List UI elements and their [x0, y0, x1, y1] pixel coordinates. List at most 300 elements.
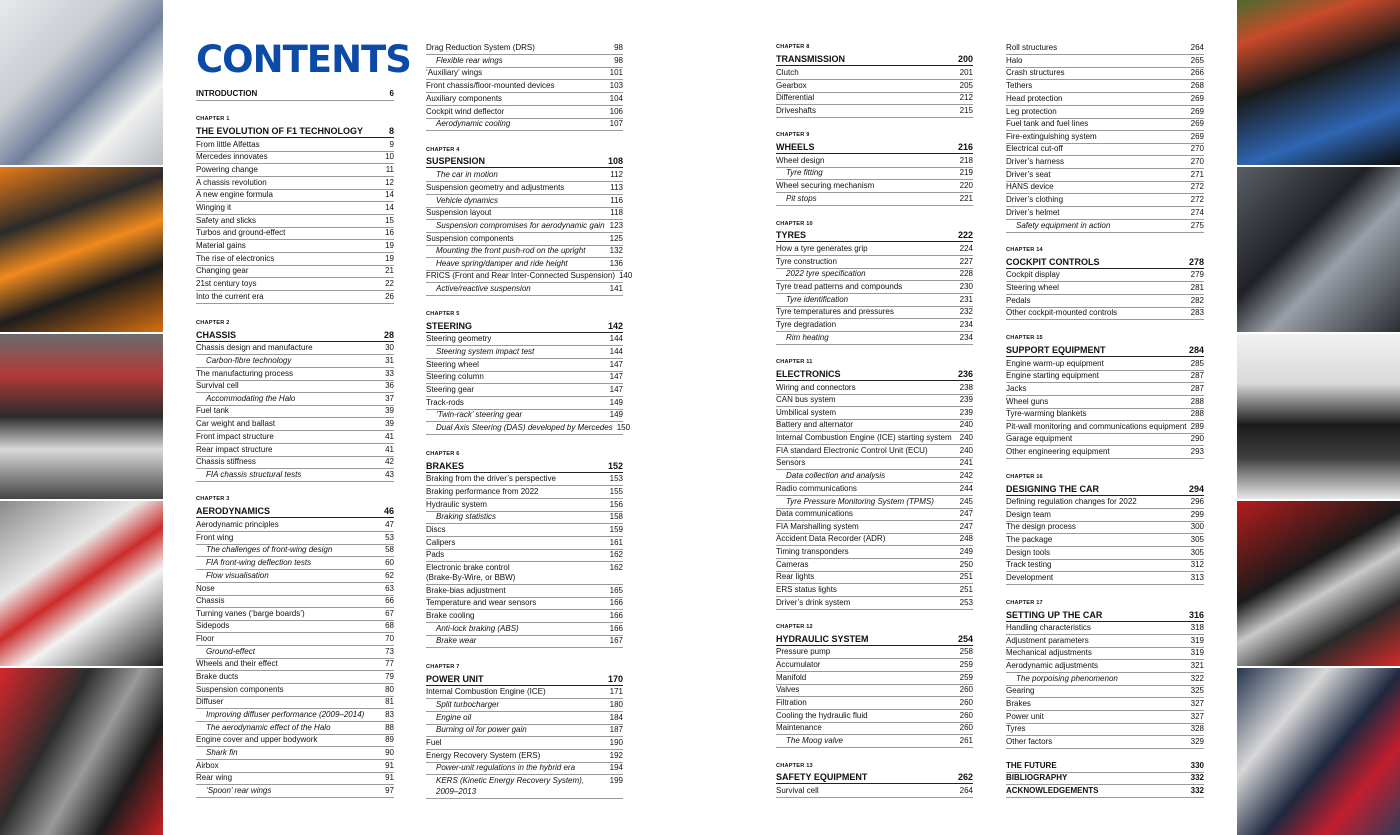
- entry-title: ELECTRONICS: [776, 368, 841, 379]
- page-number: 328: [1190, 724, 1204, 733]
- photo-power-unit: [1237, 167, 1400, 332]
- entry-title: Split turbocharger: [436, 700, 500, 709]
- entry-title: Differential: [776, 93, 815, 102]
- page-number: 184: [609, 713, 623, 722]
- page-number: 289: [1190, 422, 1204, 431]
- toc-entry: [776, 81, 973, 91]
- toc-entry: [1006, 283, 1204, 293]
- page-number: 245: [959, 497, 973, 506]
- page-number: 268: [1190, 81, 1204, 90]
- divider-line: [1006, 294, 1204, 295]
- divider-line: [776, 596, 973, 597]
- page-number: 270: [1190, 144, 1204, 153]
- toc-entry: [426, 372, 623, 382]
- toc-entry: [1006, 573, 1204, 583]
- subsection-row: [776, 269, 973, 279]
- toc-entry: [426, 68, 623, 78]
- divider-line: [776, 671, 973, 672]
- page-number: 266: [1190, 68, 1204, 77]
- divider-line: [1006, 206, 1204, 207]
- toc-entry: [426, 487, 623, 497]
- subsection-row: [426, 410, 623, 420]
- page-number: 155: [609, 487, 623, 496]
- entry-title: Vehicle dynamics: [436, 196, 498, 205]
- divider-line: [196, 354, 394, 355]
- divider-line: [776, 280, 973, 281]
- toc-entry: [196, 140, 394, 150]
- entry-title: A new engine formula: [196, 190, 273, 199]
- page-number: 321: [1190, 661, 1204, 670]
- page-number: 241: [959, 458, 973, 467]
- entry-title: (Brake-By-Wire, or BBW): [426, 573, 516, 582]
- entry-title: Adjustment parameters: [1006, 636, 1089, 645]
- entry-title: Accommodating the Halo: [206, 394, 296, 403]
- divider-line: [426, 105, 623, 106]
- chapter-number: CHAPTER 6: [426, 451, 460, 457]
- toc-entry: [1006, 81, 1204, 91]
- toc-entry: [196, 419, 394, 429]
- divider-line: [776, 696, 973, 697]
- entry-title: Electrical cut-off: [1006, 144, 1063, 153]
- toc-entry: [1006, 270, 1204, 280]
- subsection-row: [1006, 221, 1204, 231]
- entry-title: Driver’s seat: [1006, 170, 1051, 179]
- page-number: 269: [1190, 132, 1204, 141]
- subsection-row: [776, 295, 973, 305]
- toc-entry: [776, 106, 973, 116]
- entry-title: ‘Twin-rack’ steering gear: [436, 410, 523, 419]
- toc-entry: [426, 334, 623, 344]
- entry-title: FIA standard Electronic Control Unit (ECU): [776, 446, 928, 455]
- subsection-row: [426, 624, 623, 634]
- entry-title: Tyre Pressure Monitoring System (TPMS): [786, 497, 934, 506]
- entry-title: Development: [1006, 573, 1054, 582]
- toc-entry: [196, 292, 394, 302]
- page-number: 312: [1190, 560, 1204, 569]
- page-number: 106: [609, 107, 623, 116]
- page-number: 200: [957, 53, 973, 64]
- divider-line: [1006, 54, 1204, 55]
- toc-entry: [776, 257, 973, 267]
- entry-title: Material gains: [196, 241, 246, 250]
- page-number: 101: [609, 68, 623, 77]
- toc-entry: [1006, 397, 1204, 407]
- page-number: 88: [385, 723, 394, 732]
- divider-line: [1006, 92, 1204, 93]
- toc-entry: [196, 761, 394, 771]
- page-number: 264: [1190, 43, 1204, 52]
- entry-title: CAN bus system: [776, 395, 836, 404]
- page-number: 261: [959, 736, 973, 745]
- page-number: 141: [609, 284, 623, 293]
- entry-title: Data collection and analysis: [786, 471, 886, 480]
- chapter-number: CHAPTER 3: [196, 496, 230, 502]
- chapter-number: CHAPTER 1: [196, 116, 230, 122]
- page-number: 239: [959, 395, 973, 404]
- divider-line: [776, 545, 973, 546]
- divider-line: [196, 481, 394, 482]
- entry-title: Suspension components: [196, 685, 284, 694]
- page-number: 240: [959, 420, 973, 429]
- page-number: 103: [609, 81, 623, 90]
- divider-line: [426, 345, 623, 346]
- entry-title: Chassis stiffness: [196, 457, 256, 466]
- toc-entry: [426, 81, 623, 91]
- toc-entry: [776, 395, 973, 405]
- toc-entry: [776, 420, 973, 430]
- entry-title: KERS (Kinetic Energy Recovery System),: [436, 776, 585, 785]
- divider-line: [776, 783, 973, 784]
- page-number: 14: [385, 190, 394, 199]
- chapter-title-row: [776, 772, 973, 782]
- entry-title: The manufacturing process: [196, 369, 293, 378]
- entry-title: Filtration: [776, 698, 807, 707]
- divider-line: [1006, 735, 1204, 736]
- entry-title: From little Alfettas: [196, 140, 260, 149]
- entry-title: Engine oil: [436, 713, 472, 722]
- page-number: 90: [385, 748, 394, 757]
- entry-title: The aerodynamic effect of the Halo: [206, 723, 331, 732]
- chapter-number: CHAPTER 14: [1006, 247, 1043, 253]
- page-number: 158: [609, 512, 623, 521]
- photo-chassis-cockpit: [0, 334, 163, 499]
- page-number: 275: [1190, 221, 1204, 230]
- toc-entry: [426, 738, 623, 748]
- divider-line: [196, 797, 394, 798]
- page-number: 260: [959, 685, 973, 694]
- page-number: 113: [610, 183, 623, 192]
- page-number: 15: [385, 216, 394, 225]
- chapter-number: CHAPTER 4: [426, 147, 460, 153]
- photo-engineer-at-computer: [0, 0, 163, 165]
- divider-line: [776, 495, 973, 496]
- chapter-title-row: [1006, 257, 1204, 267]
- divider-line: [196, 607, 394, 608]
- entry-title: Survival cell: [196, 381, 239, 390]
- divider-line: [426, 749, 623, 750]
- divider-line: [1006, 571, 1204, 572]
- entry-title: Wheels and their effect: [196, 659, 278, 668]
- entry-title: Flow visualisation: [206, 571, 269, 580]
- subsection-row: [426, 170, 623, 180]
- divider-line: [196, 556, 394, 557]
- toc-entry: [776, 598, 973, 608]
- toc-entry: [426, 500, 623, 510]
- toc-entry: [196, 533, 394, 543]
- page-number: 316: [1188, 609, 1204, 620]
- page-number: 228: [959, 269, 973, 278]
- entry-title: Safety equipment in action: [1016, 221, 1111, 230]
- entry-title: DESIGNING THE CAR: [1006, 483, 1100, 494]
- entry-title: Temperature and wear sensors: [426, 598, 537, 607]
- entry-title: BIBLIOGRAPHY: [1006, 773, 1068, 782]
- entry-title: Diffuser: [196, 697, 224, 706]
- entry-title: Clutch: [776, 68, 799, 77]
- entry-title: Track-rods: [426, 398, 464, 407]
- divider-line: [196, 759, 394, 760]
- toc-entry: [776, 585, 973, 595]
- toc-entry: [196, 190, 394, 200]
- divider-line: [776, 734, 973, 735]
- divider-line: [1006, 659, 1204, 660]
- entry-title: HANS device: [1006, 182, 1054, 191]
- toc-entry: [426, 525, 623, 535]
- entry-title: Calipers: [426, 538, 456, 547]
- divider-line: [196, 645, 394, 646]
- toc-entry: [776, 711, 973, 721]
- page-number: 238: [959, 383, 973, 392]
- chapter-title-row: [776, 230, 973, 240]
- divider-line: [776, 583, 973, 584]
- page-number: 73: [385, 647, 394, 656]
- entry-title: Timing transponders: [776, 547, 849, 556]
- page-number: 153: [609, 474, 623, 483]
- page-number: 251: [959, 572, 973, 581]
- divider-line: [776, 709, 973, 710]
- divider-line: [196, 784, 394, 785]
- page-number: 269: [1190, 119, 1204, 128]
- toc-entry: [1006, 308, 1204, 318]
- subsection-row: [426, 284, 623, 294]
- page-number: 270: [1190, 157, 1204, 166]
- entry-title: The challenges of front-wing design: [206, 545, 333, 554]
- toc-entry: [776, 534, 973, 544]
- entry-title: Fuel: [426, 738, 442, 747]
- divider-line: [1006, 710, 1204, 711]
- subsection-row: [426, 347, 623, 357]
- toc-entry: [196, 685, 394, 695]
- divider-line: [1006, 584, 1204, 585]
- page-number: 281: [1190, 283, 1204, 292]
- entry-title: Valves: [776, 685, 800, 694]
- page-number: 240: [959, 446, 973, 455]
- toc-entry: [426, 107, 623, 117]
- toc-entry: [196, 634, 394, 644]
- page-number: 290: [1190, 434, 1204, 443]
- page-number: 166: [609, 598, 623, 607]
- subsection-row: [196, 470, 394, 480]
- divider-line: [426, 685, 623, 686]
- entry-title: ERS status lights: [776, 585, 837, 594]
- subsection-row: [426, 763, 623, 773]
- divider-line: [196, 367, 394, 368]
- divider-line: [1006, 445, 1204, 446]
- page-number: 47: [385, 520, 394, 529]
- chapter-title-row: [1006, 345, 1204, 355]
- divider-line: [426, 167, 623, 168]
- page-number: 147: [609, 385, 623, 394]
- entry-title: Steering wheel: [426, 360, 479, 369]
- entry-title: Floor: [196, 634, 215, 643]
- chapter-title-row: [196, 126, 394, 136]
- entry-title: BRAKES: [426, 460, 465, 471]
- subsection-row: [426, 776, 623, 786]
- right-photo-strip: [1237, 0, 1400, 835]
- entry-title: Suspension components: [426, 234, 514, 243]
- page-number: 98: [614, 43, 623, 52]
- entry-title: SUPPORT EQUIPMENT: [1006, 344, 1106, 355]
- toc-entry: [776, 572, 973, 582]
- entry-title: Jacks: [1006, 384, 1027, 393]
- page-number: 162: [609, 563, 623, 572]
- divider-line: [426, 798, 623, 799]
- toc-entry: [426, 234, 623, 244]
- entry-title: Front chassis/floor-mounted devices: [426, 81, 555, 90]
- entry-title: FRICS (Front and Rear Inter-Connected Suspension): [426, 271, 615, 280]
- entry-title: A chassis revolution: [196, 178, 267, 187]
- entry-title: Track testing: [1006, 560, 1052, 569]
- page-number: 77: [385, 659, 394, 668]
- entry-title: Wheel design: [776, 156, 825, 165]
- entry-title: The Moog valve: [786, 736, 843, 745]
- page-number: 319: [1190, 648, 1204, 657]
- entry-title: Engine cover and upper bodywork: [196, 735, 318, 744]
- page-number: 118: [610, 208, 623, 217]
- page-number: 332: [1190, 786, 1204, 795]
- toc-entry: [196, 697, 394, 707]
- toc-entry: [776, 698, 973, 708]
- divider-line: [776, 444, 973, 445]
- divider-line: [776, 205, 973, 206]
- page-number: 251: [959, 585, 973, 594]
- divider-line: [196, 430, 394, 431]
- subsection-row: [776, 497, 973, 507]
- page-number: 80: [385, 685, 394, 694]
- entry-title: Radio communications: [776, 484, 857, 493]
- page-number: 230: [959, 282, 973, 291]
- divider-line: [1006, 319, 1204, 320]
- page-number: 167: [609, 636, 623, 645]
- divider-line: [1006, 105, 1204, 106]
- entry-title: Energy Recovery System (ERS): [426, 751, 541, 760]
- toc-entry: [776, 408, 973, 418]
- page-number: 70: [385, 634, 394, 643]
- divider-line: [196, 277, 394, 278]
- divider-line: [1006, 232, 1204, 233]
- toc-entry: [776, 560, 973, 570]
- entry-title: Other cockpit-mounted controls: [1006, 308, 1118, 317]
- toc-entry: [1006, 712, 1204, 722]
- page-number: 284: [1188, 344, 1204, 355]
- entry-title: Shark fin: [206, 748, 238, 757]
- entry-title: Garage equipment: [1006, 434, 1073, 443]
- entry-title: Rear impact structure: [196, 445, 273, 454]
- divider-line: [196, 582, 394, 583]
- entry-title: Brakes: [1006, 699, 1031, 708]
- divider-line: [196, 163, 394, 164]
- divider-line: [776, 192, 973, 193]
- page-number: 259: [959, 660, 973, 669]
- divider-line: [776, 747, 973, 748]
- toc-entry: [426, 751, 623, 761]
- divider-line: [1006, 533, 1204, 534]
- page-number: 8: [388, 125, 394, 136]
- page-number: 224: [959, 244, 973, 253]
- page-number: 239: [959, 408, 973, 417]
- page-number: 240: [959, 433, 973, 442]
- divider-line: [776, 520, 973, 521]
- page-number: 194: [609, 763, 623, 772]
- page-number: 332: [1190, 773, 1204, 782]
- entry-title: ‘Spoon’ rear wings: [206, 786, 272, 795]
- page-number: 123: [609, 221, 623, 230]
- entry-title: Cockpit display: [1006, 270, 1060, 279]
- entry-title: Wiring and connectors: [776, 383, 856, 392]
- entry-title: Improving diffuser performance (2009–2014): [206, 710, 365, 719]
- toc-entry: [426, 598, 623, 608]
- toc-entry: [776, 660, 973, 670]
- entry-title: Accident Data Recorder (ADR): [776, 534, 886, 543]
- chapter-title-row: [426, 461, 623, 471]
- divider-line: [426, 698, 623, 699]
- toc-entry: [426, 43, 623, 53]
- subsection-row: [426, 700, 623, 710]
- page-number: 254: [957, 633, 973, 644]
- page-number: 42: [385, 457, 394, 466]
- divider-line: [196, 443, 394, 444]
- toc-entry: [776, 484, 973, 494]
- page-number: 28: [383, 329, 394, 340]
- entry-title: Tethers: [1006, 81, 1033, 90]
- page-number: 262: [957, 771, 973, 782]
- page-number: 26: [385, 292, 394, 301]
- toc-entry: [1006, 68, 1204, 78]
- toc-entry: [426, 550, 623, 560]
- toc-entry: [1006, 623, 1204, 633]
- divider-line: [776, 380, 973, 381]
- subsection-row: [196, 356, 394, 366]
- subsection-row: [196, 748, 394, 758]
- divider-line: [196, 721, 394, 722]
- entry-title: POWER UNIT: [426, 673, 484, 684]
- page-number: 104: [609, 94, 623, 103]
- entry-title: Anti-lock braking (ABS): [436, 624, 519, 633]
- toc-entry: [776, 547, 973, 557]
- toc-entry: [196, 343, 394, 353]
- toc-entry: [1006, 699, 1204, 709]
- toc-entry: [1006, 182, 1204, 192]
- page-number: 187: [609, 725, 623, 734]
- chapter-title-row: [196, 330, 394, 340]
- toc-entry: [426, 573, 623, 583]
- toc-entry: [196, 89, 394, 99]
- toc-entry: [196, 406, 394, 416]
- chapter-number: CHAPTER 17: [1006, 600, 1043, 606]
- page-number: 150: [616, 423, 631, 432]
- page-number: 62: [385, 571, 394, 580]
- subsection-row: [196, 647, 394, 657]
- toc-entry: [426, 687, 623, 697]
- divider-line: [1006, 155, 1204, 156]
- toc-entry: [776, 156, 973, 166]
- page-number: 222: [957, 229, 973, 240]
- page-number: 53: [385, 533, 394, 542]
- page-number: 152: [607, 460, 623, 471]
- entry-title: HYDRAULIC SYSTEM: [776, 633, 869, 644]
- page-number: 212: [959, 93, 973, 102]
- entry-title: Mechanical adjustments: [1006, 648, 1092, 657]
- entry-title: Safety and slicks: [196, 216, 257, 225]
- entry-title: Steering system impact test: [436, 347, 535, 356]
- entry-title: Tyre-warming blankets: [1006, 409, 1087, 418]
- page-number: 253: [959, 598, 973, 607]
- toc-entry: [1006, 560, 1204, 570]
- page-number: 19: [385, 241, 394, 250]
- toc-entry: [426, 183, 623, 193]
- toc-entry: [1006, 94, 1204, 104]
- toc-entry: [196, 773, 394, 783]
- toc-entry: [196, 672, 394, 682]
